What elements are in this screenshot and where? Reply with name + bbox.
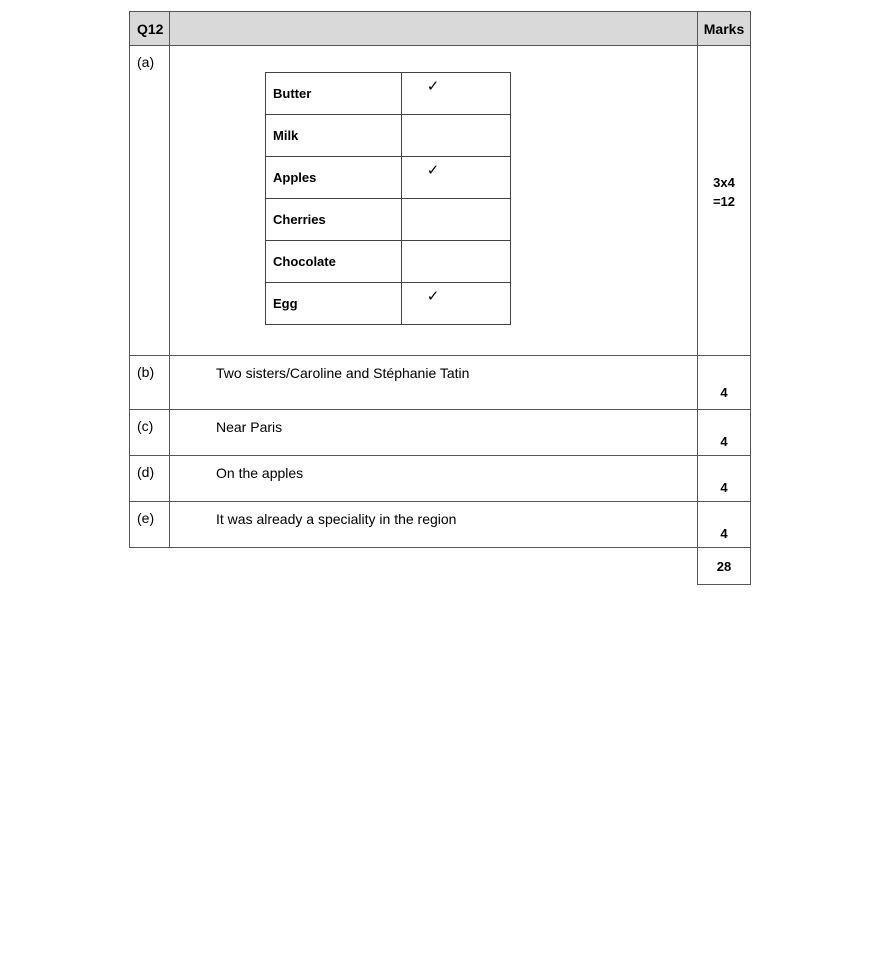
part-c-answer: Near Paris bbox=[170, 410, 698, 456]
part-b-row bbox=[130, 356, 751, 410]
food-row bbox=[266, 157, 511, 199]
part-d-label: (d) bbox=[130, 456, 170, 502]
food-label: Butter bbox=[266, 73, 402, 115]
part-a-marks bbox=[698, 46, 751, 356]
part-e-marks: 4 bbox=[698, 502, 751, 548]
part-c-row bbox=[130, 410, 751, 456]
total-blank-cell bbox=[130, 548, 170, 585]
food-checklist-table bbox=[265, 72, 511, 325]
part-e-row bbox=[130, 502, 751, 548]
part-b-answer: Two sisters/Caroline and Stéphanie Tatin bbox=[170, 356, 698, 410]
food-row bbox=[266, 199, 511, 241]
question-number: Q12 bbox=[130, 12, 170, 46]
part-d-marks: 4 bbox=[698, 456, 751, 502]
food-row bbox=[266, 73, 511, 115]
part-e-answer: It was already a speciality in the region bbox=[170, 502, 698, 548]
tick-cell bbox=[402, 241, 511, 283]
tick-cell bbox=[402, 157, 511, 199]
part-c-label: (c) bbox=[130, 410, 170, 456]
checkmark-icon: ✓ bbox=[426, 77, 440, 95]
tick-cell bbox=[402, 283, 511, 325]
food-row bbox=[266, 283, 511, 325]
part-e-label: (e) bbox=[130, 502, 170, 548]
part-a-marks-line1: 3x4 bbox=[713, 175, 735, 190]
part-a-label: (a) bbox=[130, 46, 170, 356]
part-a-marks-line2: =12 bbox=[712, 194, 736, 209]
part-a-row bbox=[130, 46, 751, 356]
part-d-row bbox=[130, 456, 751, 502]
part-c-marks: 4 bbox=[698, 410, 751, 456]
checkmark-icon: ✓ bbox=[426, 161, 440, 179]
tick-cell bbox=[402, 199, 511, 241]
food-label: Milk bbox=[266, 115, 402, 157]
total-marks: 28 bbox=[698, 548, 751, 585]
tick-cell bbox=[402, 73, 511, 115]
food-label: Egg bbox=[266, 283, 402, 325]
total-row bbox=[130, 548, 751, 585]
part-b-marks: 4 bbox=[698, 356, 751, 410]
part-a-answer-cell bbox=[170, 46, 698, 356]
mark-scheme-table bbox=[129, 11, 751, 585]
food-row bbox=[266, 241, 511, 283]
tick-cell bbox=[402, 115, 511, 157]
food-label: Chocolate bbox=[266, 241, 402, 283]
marks-header: Marks bbox=[698, 12, 751, 46]
food-row bbox=[266, 115, 511, 157]
food-label: Cherries bbox=[266, 199, 402, 241]
part-b-label: (b) bbox=[130, 356, 170, 410]
part-d-answer: On the apples bbox=[170, 456, 698, 502]
total-blank-cell bbox=[170, 548, 698, 585]
checkmark-icon: ✓ bbox=[426, 287, 440, 305]
header-blank-cell bbox=[170, 12, 698, 46]
food-label: Apples bbox=[266, 157, 402, 199]
header-row bbox=[130, 12, 751, 46]
